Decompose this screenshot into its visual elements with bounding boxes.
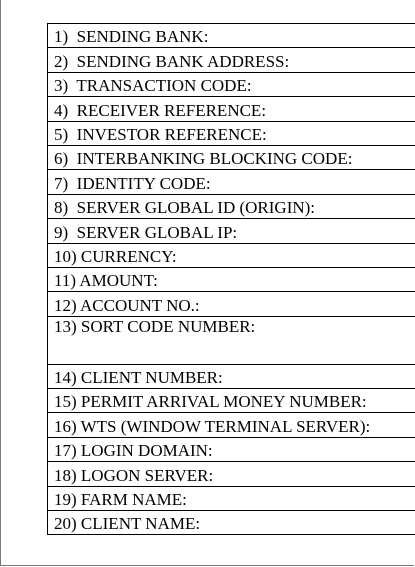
table-row <box>48 486 415 510</box>
table-row <box>48 413 415 437</box>
table-row <box>48 24 415 48</box>
field-label: INTERBANKING BLOCKING CODE: <box>76 149 353 169</box>
row-number: 7) <box>54 173 69 193</box>
row-number: 2) <box>54 51 69 71</box>
field-label: CURRENCY: <box>80 246 177 266</box>
row-number: 12) <box>54 295 77 315</box>
field-label: PERMIT ARRIVAL MONEY NUMBER: <box>80 392 367 412</box>
form-field-login-domain <box>48 437 415 461</box>
row-number: 5) <box>54 124 69 144</box>
row-number: 4) <box>54 100 69 120</box>
row-number: 18) <box>54 465 77 485</box>
table-row <box>48 462 415 486</box>
row-number: 11) <box>54 271 77 291</box>
form-field-permit-arrival-money-number <box>48 389 415 413</box>
table-row <box>48 145 415 169</box>
form-field-identity-code <box>48 170 415 194</box>
form-field-investor-reference <box>48 121 415 145</box>
table-row <box>48 267 415 291</box>
field-label: ACCOUNT NO.: <box>79 295 200 315</box>
field-label: CLIENT NUMBER: <box>80 368 223 388</box>
table-row <box>48 48 415 72</box>
field-label: CLIENT NAME: <box>80 514 201 534</box>
form-field-account-no <box>48 292 415 316</box>
form-field-interbanking-blocking-code <box>48 145 415 169</box>
table-row <box>48 97 415 121</box>
table-row <box>48 194 415 218</box>
field-label: AMOUNT: <box>79 271 158 291</box>
field-label: SORT CODE NUMBER: <box>80 316 256 336</box>
field-label: LOGIN DOMAIN: <box>80 441 213 461</box>
table-row <box>48 219 415 243</box>
form-field-logon-server <box>48 462 415 486</box>
row-number: 1) <box>54 27 69 47</box>
form-field-wts <box>48 413 415 437</box>
field-label: SERVER GLOBAL ID (ORIGIN): <box>76 198 316 218</box>
table-row <box>48 121 415 145</box>
row-number: 16) <box>54 416 77 436</box>
form-field-farm-name <box>48 486 415 510</box>
form-table <box>47 23 415 535</box>
form-field-sending-bank-address <box>48 48 415 72</box>
field-label: RECEIVER REFERENCE: <box>76 100 267 120</box>
row-number: 10) <box>54 246 77 266</box>
row-number: 3) <box>54 76 69 96</box>
row-number: 20) <box>54 514 77 534</box>
table-row <box>48 72 415 96</box>
field-label: SERVER GLOBAL IP: <box>76 222 238 242</box>
table-row <box>48 437 415 461</box>
table-row <box>48 292 415 316</box>
form-field-client-name <box>48 511 415 535</box>
form-field-sending-bank <box>48 24 415 48</box>
table-row <box>48 316 415 364</box>
field-label: IDENTITY CODE: <box>76 173 211 193</box>
row-number: 8) <box>54 198 69 218</box>
form-field-client-number <box>48 364 415 388</box>
row-number: 14) <box>54 368 77 388</box>
form-field-sort-code-number <box>48 316 415 364</box>
form-field-receiver-reference <box>48 97 415 121</box>
field-label: FARM NAME: <box>80 490 187 510</box>
row-number: 6) <box>54 149 69 169</box>
table-row <box>48 170 415 194</box>
form-field-amount <box>48 267 415 291</box>
form-field-currency <box>48 243 415 267</box>
row-number: 15) <box>54 392 77 412</box>
table-row <box>48 511 415 535</box>
field-label: WTS (WINDOW TERMINAL SERVER): <box>80 416 371 436</box>
field-label: LOGON SERVER: <box>80 465 214 485</box>
form-field-server-global-id <box>48 194 415 218</box>
field-label: SENDING BANK: <box>76 27 209 47</box>
row-number: 19) <box>54 490 77 510</box>
field-label: TRANSACTION CODE: <box>76 76 252 96</box>
form-field-transaction-code <box>48 72 415 96</box>
field-label: INVESTOR REFERENCE: <box>76 124 267 144</box>
form-field-server-global-ip <box>48 219 415 243</box>
field-label: SENDING BANK ADDRESS: <box>76 51 290 71</box>
row-number: 9) <box>54 222 69 242</box>
row-number: 13) <box>54 316 77 336</box>
table-row <box>48 389 415 413</box>
table-row <box>48 364 415 388</box>
table-row <box>48 243 415 267</box>
row-number: 17) <box>54 441 77 461</box>
